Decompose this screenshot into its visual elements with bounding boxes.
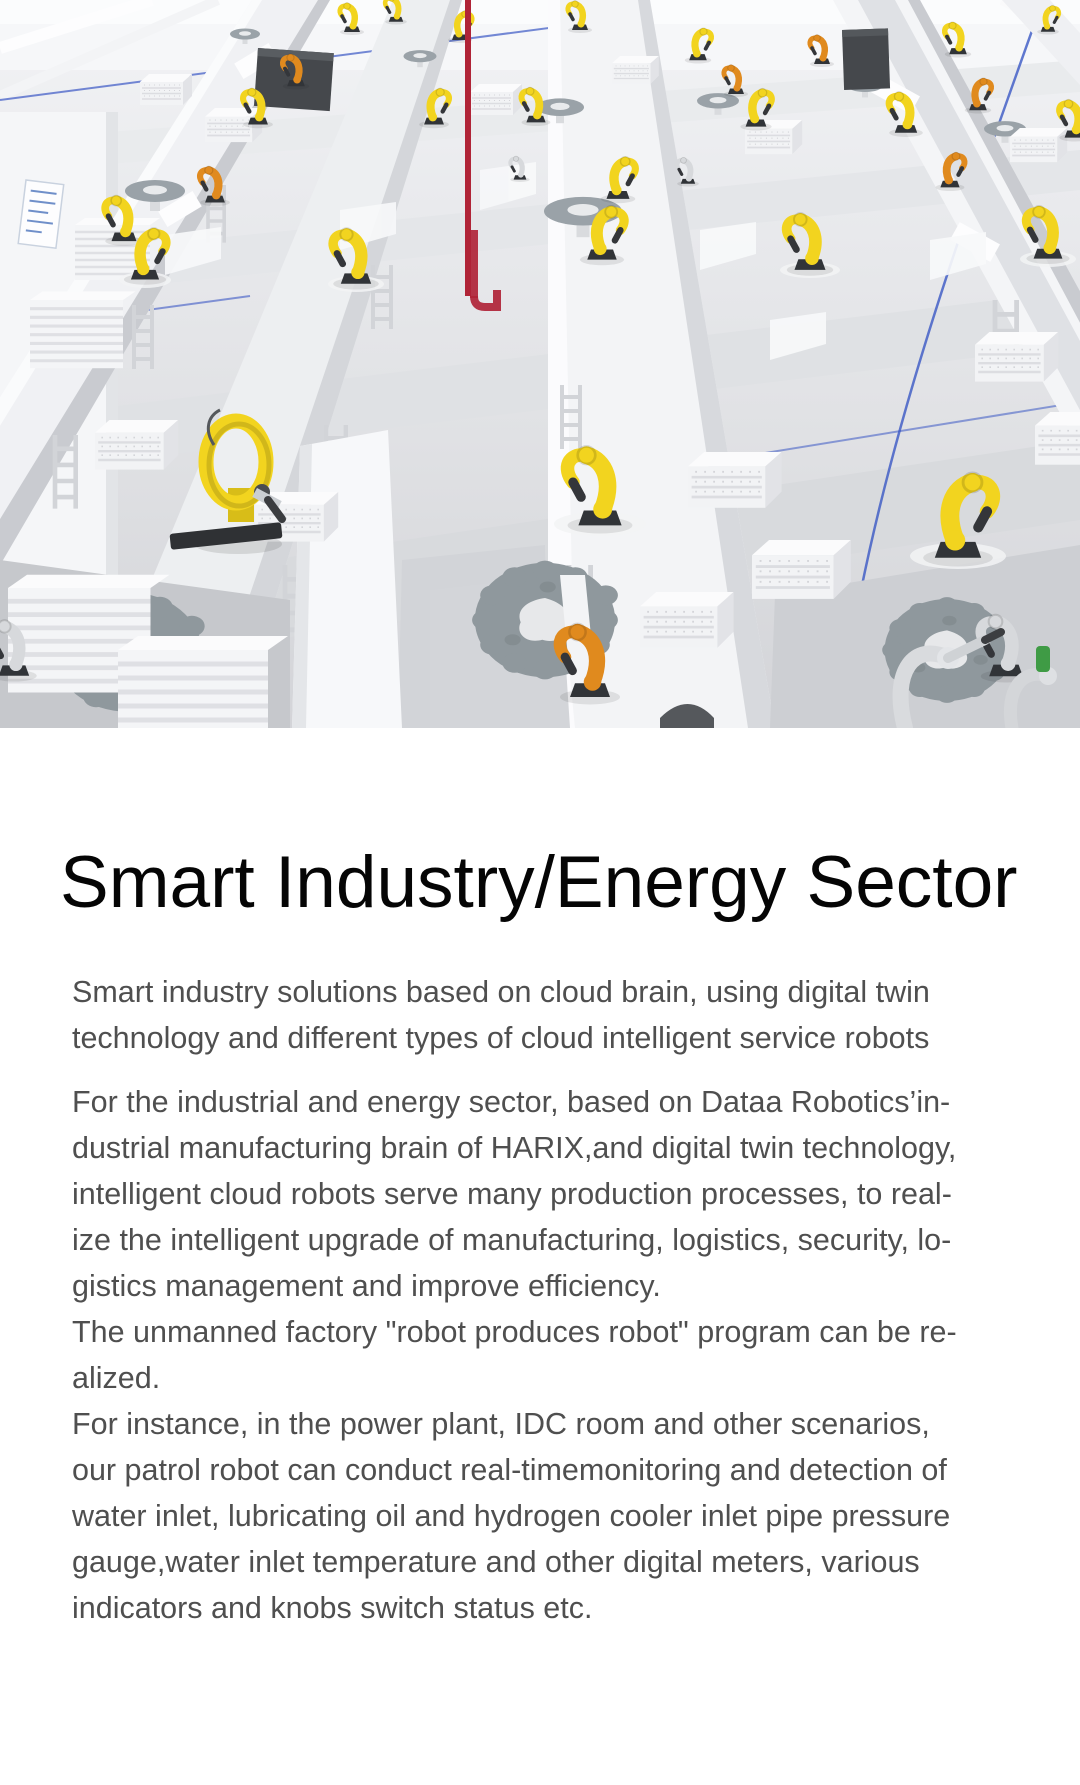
text-line: alized. <box>72 1361 161 1395</box>
page-title: Smart Industry/Energy Sector <box>60 842 1018 923</box>
text-line: ize the intelligent upgrade of manufacturing, logistics, security, lo- <box>72 1223 952 1257</box>
text-line: gauge,water inlet temperature and other digital meters, various <box>72 1545 920 1579</box>
green-bottle <box>1036 646 1050 672</box>
body-paragraph <box>72 1079 1014 1631</box>
smart-factory-scene <box>0 0 1080 728</box>
text-line: intelligent cloud robots serve many production processes, to real- <box>72 1177 952 1211</box>
wall-sign <box>18 180 64 248</box>
text-line: water inlet, lubricating oil and hydrogen cooler inlet pipe pressure <box>72 1499 951 1533</box>
text-line: For instance, in the power plant, IDC room and other scenarios, <box>72 1407 930 1441</box>
text-line: our patrol robot can conduct real-timemonitoring and detection of <box>72 1453 947 1487</box>
article-section <box>0 840 1080 1631</box>
text-line: technology and different types of cloud intelligent service robots <box>72 1021 930 1055</box>
hero-factory-image <box>0 0 1080 728</box>
intro-paragraph <box>72 969 1014 1061</box>
text-line: indicators and knobs switch status etc. <box>72 1591 593 1625</box>
text-line: Smart industry solutions based on cloud brain, using digital twin <box>72 975 930 1009</box>
text-line: The unmanned factory "robot produces robot" program can be re- <box>72 1315 957 1349</box>
text-line: dustrial manufacturing brain of HARIX,and digital twin technology, <box>72 1131 957 1165</box>
text-line: For the industrial and energy sector, based on Dataa Robotics’in- <box>72 1085 951 1119</box>
text-line: gistics management and improve efficiency. <box>72 1269 661 1303</box>
